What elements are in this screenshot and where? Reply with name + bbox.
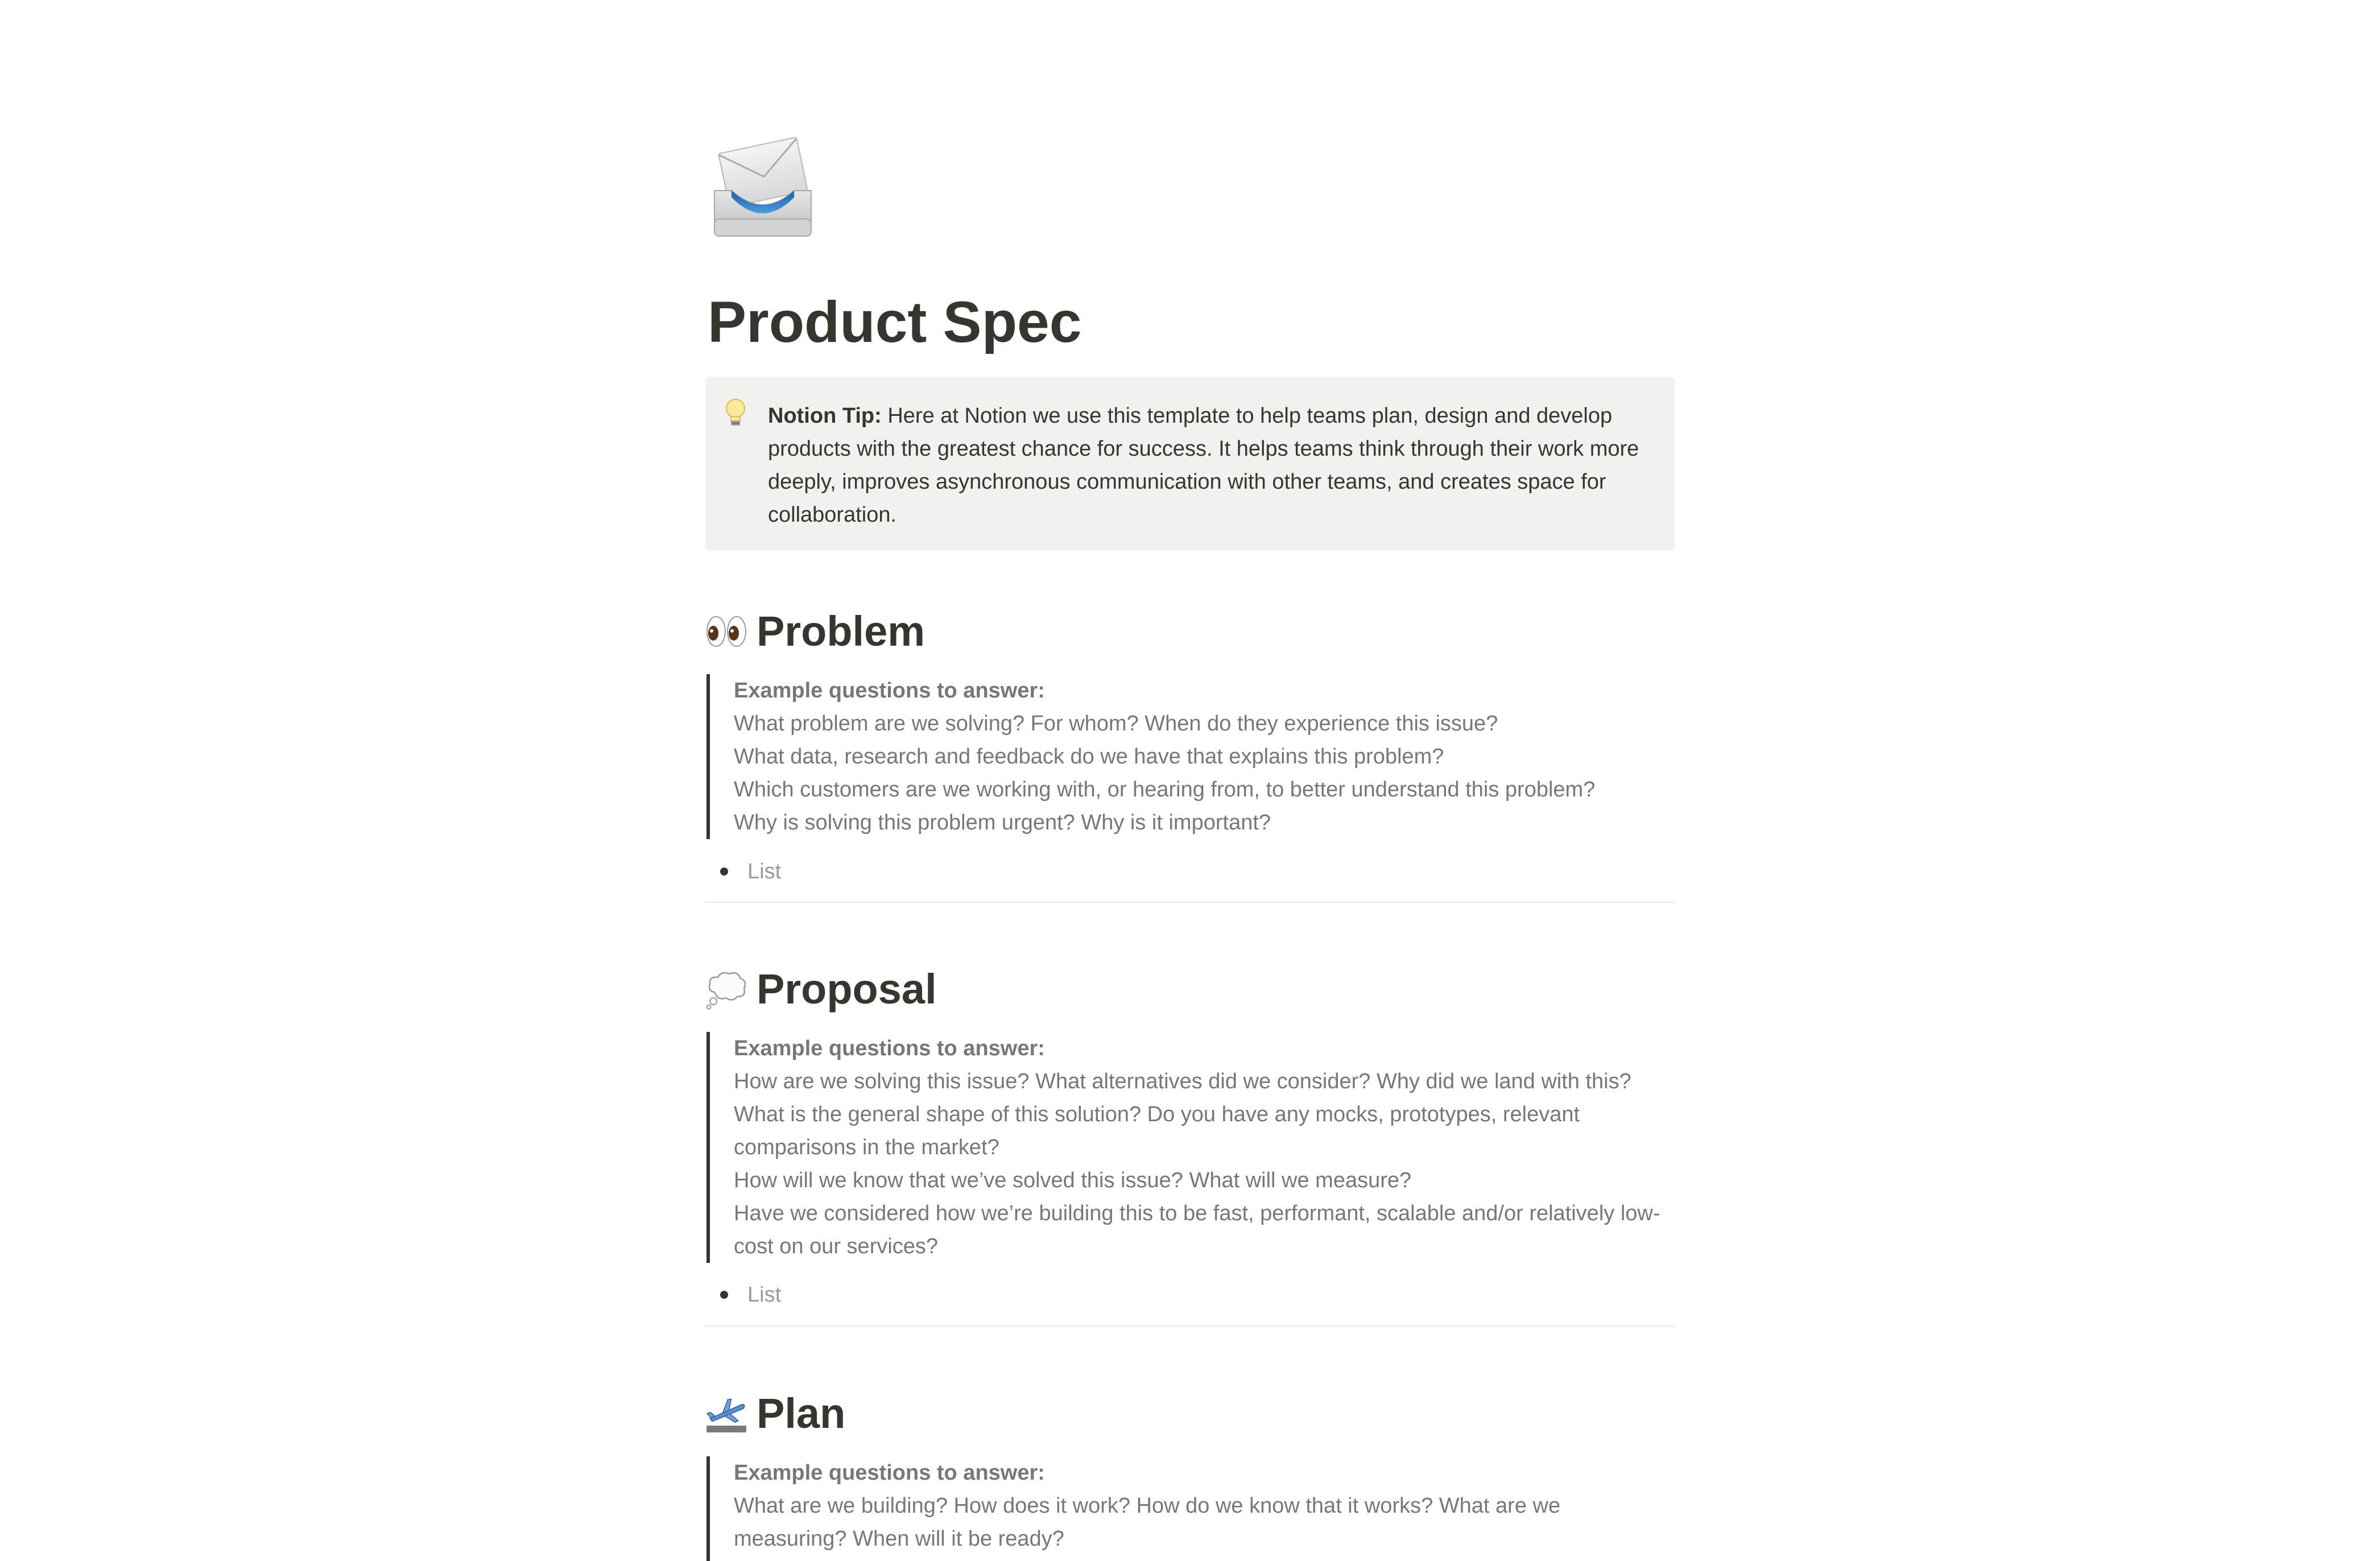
- eyes-icon: [705, 610, 747, 653]
- page-title[interactable]: Product Spec: [708, 290, 1082, 354]
- thought-balloon-icon: [705, 968, 747, 1010]
- callout-label: Notion Tip:: [768, 404, 882, 428]
- callout-text: [768, 399, 1655, 531]
- quote-line: How will we know that we’ve solved this issue? What will we measure?: [734, 1168, 1412, 1192]
- notion-tip-callout[interactable]: [705, 377, 1675, 551]
- quote-line: What problem are we solving? For whom? When do they experience this issue?: [734, 712, 1498, 736]
- quote-title: Example questions to answer:: [734, 1461, 1045, 1485]
- proposal-title: Proposal: [757, 965, 937, 1013]
- inbox-tray-envelope-icon[interactable]: [709, 134, 817, 242]
- list-item[interactable]: [705, 855, 781, 888]
- quote-title: Example questions to answer:: [734, 679, 1045, 703]
- quote-line: What is the general shape of this solution? Do you have any mocks, prototypes, relevant comparisons in the market?: [734, 1102, 1580, 1159]
- divider: [705, 902, 1675, 903]
- plan-title: Plan: [757, 1390, 846, 1437]
- problem-quote[interactable]: [706, 674, 1668, 839]
- quote-line: Which customers are we working with, or hearing from, to better understand this problem?: [734, 778, 1596, 802]
- callout-body: Here at Notion we use this template to help teams plan, design and develop products with the greatest chance for success. It helps teams think through their work more deeply, improves asynchronous communication with other teams, and creates space for collaboration.: [768, 404, 1639, 527]
- quote-line: What data, research and feedback do we have that explains this problem?: [734, 745, 1444, 769]
- bullet-dot: [720, 868, 728, 876]
- page-content: [705, 0, 1678, 1561]
- list-item[interactable]: [705, 1278, 781, 1311]
- quote-title: Example questions to answer:: [734, 1036, 1045, 1060]
- airplane-departure-icon: [705, 1393, 747, 1435]
- list-placeholder: List: [747, 1282, 782, 1307]
- quote-line: Have we considered how we’re building this to be fast, performant, scalable and/or relatively low-cost on our services?: [734, 1201, 1660, 1258]
- lightbulb-icon: [724, 397, 747, 429]
- plan-quote[interactable]: [706, 1456, 1668, 1561]
- divider: [705, 1325, 1675, 1327]
- problem-heading[interactable]: [705, 606, 925, 657]
- bullet-dot: [720, 1291, 728, 1299]
- quote-line: Why is solving this problem urgent? Why is it important?: [734, 811, 1271, 835]
- list-placeholder: List: [747, 859, 782, 883]
- quote-line: What are we building? How does it work? How do we know that it works? What are we measuring? When will it be ready?: [734, 1494, 1561, 1551]
- quote-line: How are we solving this issue? What alternatives did we consider? Why did we land with this?: [734, 1069, 1631, 1093]
- proposal-quote[interactable]: [706, 1032, 1668, 1263]
- proposal-heading[interactable]: [705, 964, 937, 1015]
- plan-heading[interactable]: [705, 1388, 845, 1439]
- problem-title: Problem: [757, 608, 925, 655]
